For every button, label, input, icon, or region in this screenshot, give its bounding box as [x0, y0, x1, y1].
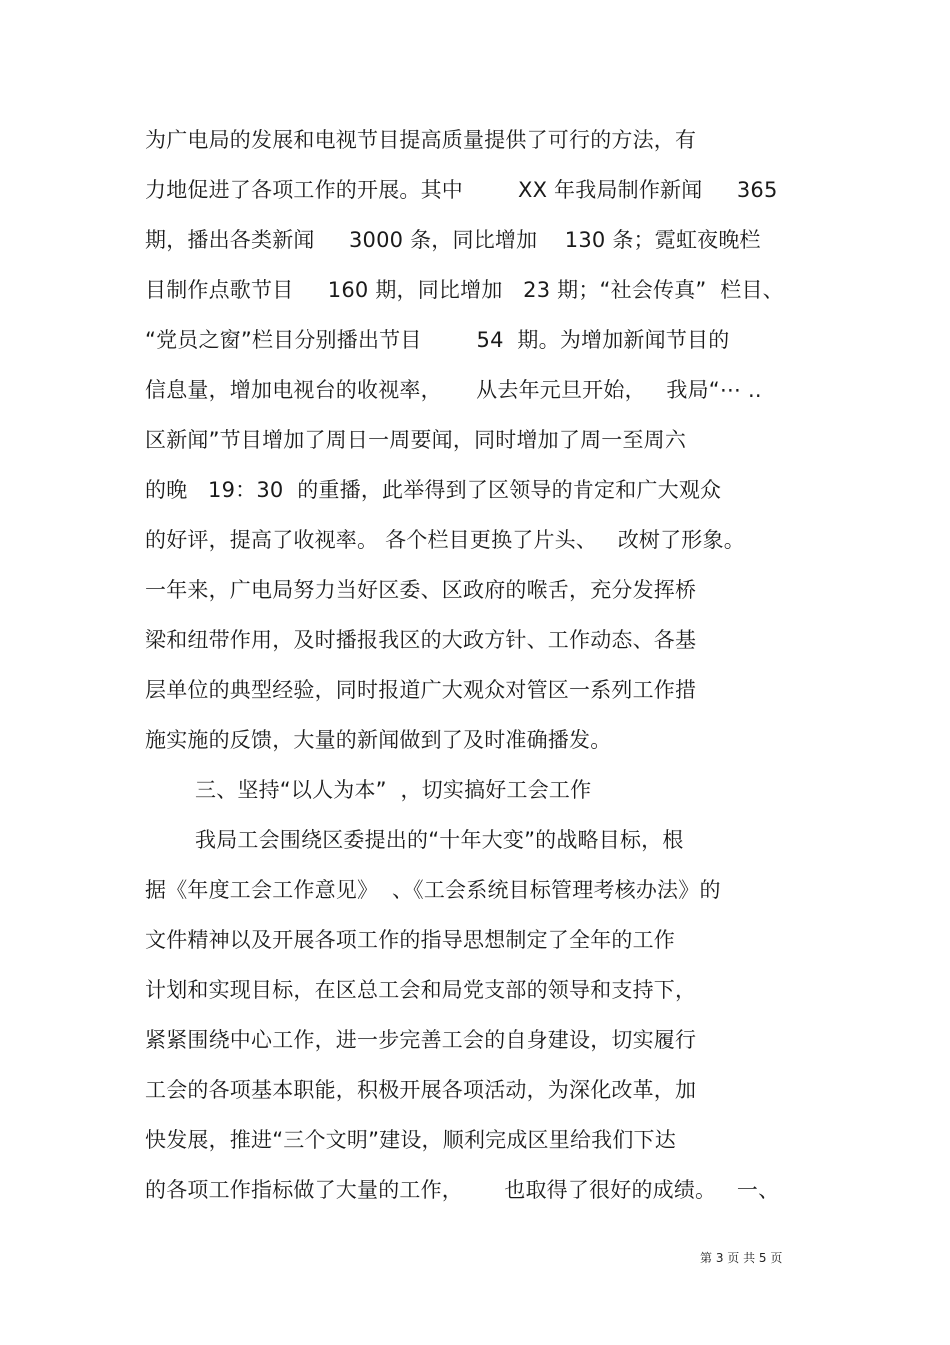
paragraph-line: 目制作点歌节目 160 期，同比增加 23 期；“社会传真” 栏目、 — [145, 278, 784, 302]
paragraph-line: 梁和纽带作用，及时播报我区的大政方针、工作动态、各基 — [145, 628, 697, 652]
paragraph-line: 工会的各项基本职能，积极开展各项活动，为深化改革，加 — [145, 1078, 697, 1102]
paragraph-line: 施实施的反馈，大量的新闻做到了及时准确播发。 — [145, 728, 612, 752]
paragraph-line: 据《年度工会工作意见》 、《工会系统目标管理考核办法》的 — [145, 878, 721, 902]
page-number-footer: 第 3 页 共 5 页 — [700, 1251, 783, 1265]
paragraph-line: 期，播出各类新闻 3000 条，同比增加 130 条；霓虹夜晚栏 — [145, 228, 761, 252]
paragraph-line: 力地促进了各项工作的开展。其中 XX 年我局制作新闻 365 — [145, 178, 778, 202]
paragraph-line: 的好评，提高了收视率。 各个栏目更换了片头、 改树了形象。 — [145, 528, 745, 552]
paragraph-line: 信息量，增加电视台的收视率， 从去年元旦开始， 我局“⋯ .. — [145, 378, 762, 402]
paragraph-line: “党员之窗”栏目分别播出节目 54 期。为增加新闻节目的 — [145, 328, 730, 352]
paragraph-line: 区新闻”节目增加了周日一周要闻，同时增加了周一至周六 — [145, 428, 687, 452]
paragraph-line: 层单位的典型经验，同时报道广大观众对管区一系列工作措 — [145, 678, 697, 702]
paragraph-line: 紧紧围绕中心工作，进一步完善工会的自身建设，切实履行 — [145, 1028, 697, 1052]
paragraph-line: 计划和实现目标，在区总工会和局党支部的领导和支持下， — [145, 978, 697, 1002]
paragraph-line: 为广电局的发展和电视节目提高质量提供了可行的方法，有 — [145, 128, 697, 152]
paragraph-line: 一年来，广电局努力当好区委、区政府的喉舌，充分发挥桥 — [145, 578, 697, 602]
paragraph-line: 的晚 19：30 的重播，此举得到了区领导的肯定和广大观众 — [145, 478, 722, 502]
paragraph-line: 快发展，推进“三个文明”建设，顺利完成区里给我们下达 — [145, 1128, 676, 1152]
paragraph-line: 的各项工作指标做了大量的工作， 也取得了很好的成绩。 一、 — [145, 1178, 780, 1202]
paragraph-line: 文件精神以及开展各项工作的指导思想制定了全年的工作 — [145, 928, 675, 952]
paragraph-line: 我局工会围绕区委提出的“十年大变”的战略目标，根 — [195, 828, 684, 852]
section-heading: 三、坚持“以人为本” ，切实搞好工会工作 — [195, 778, 592, 802]
